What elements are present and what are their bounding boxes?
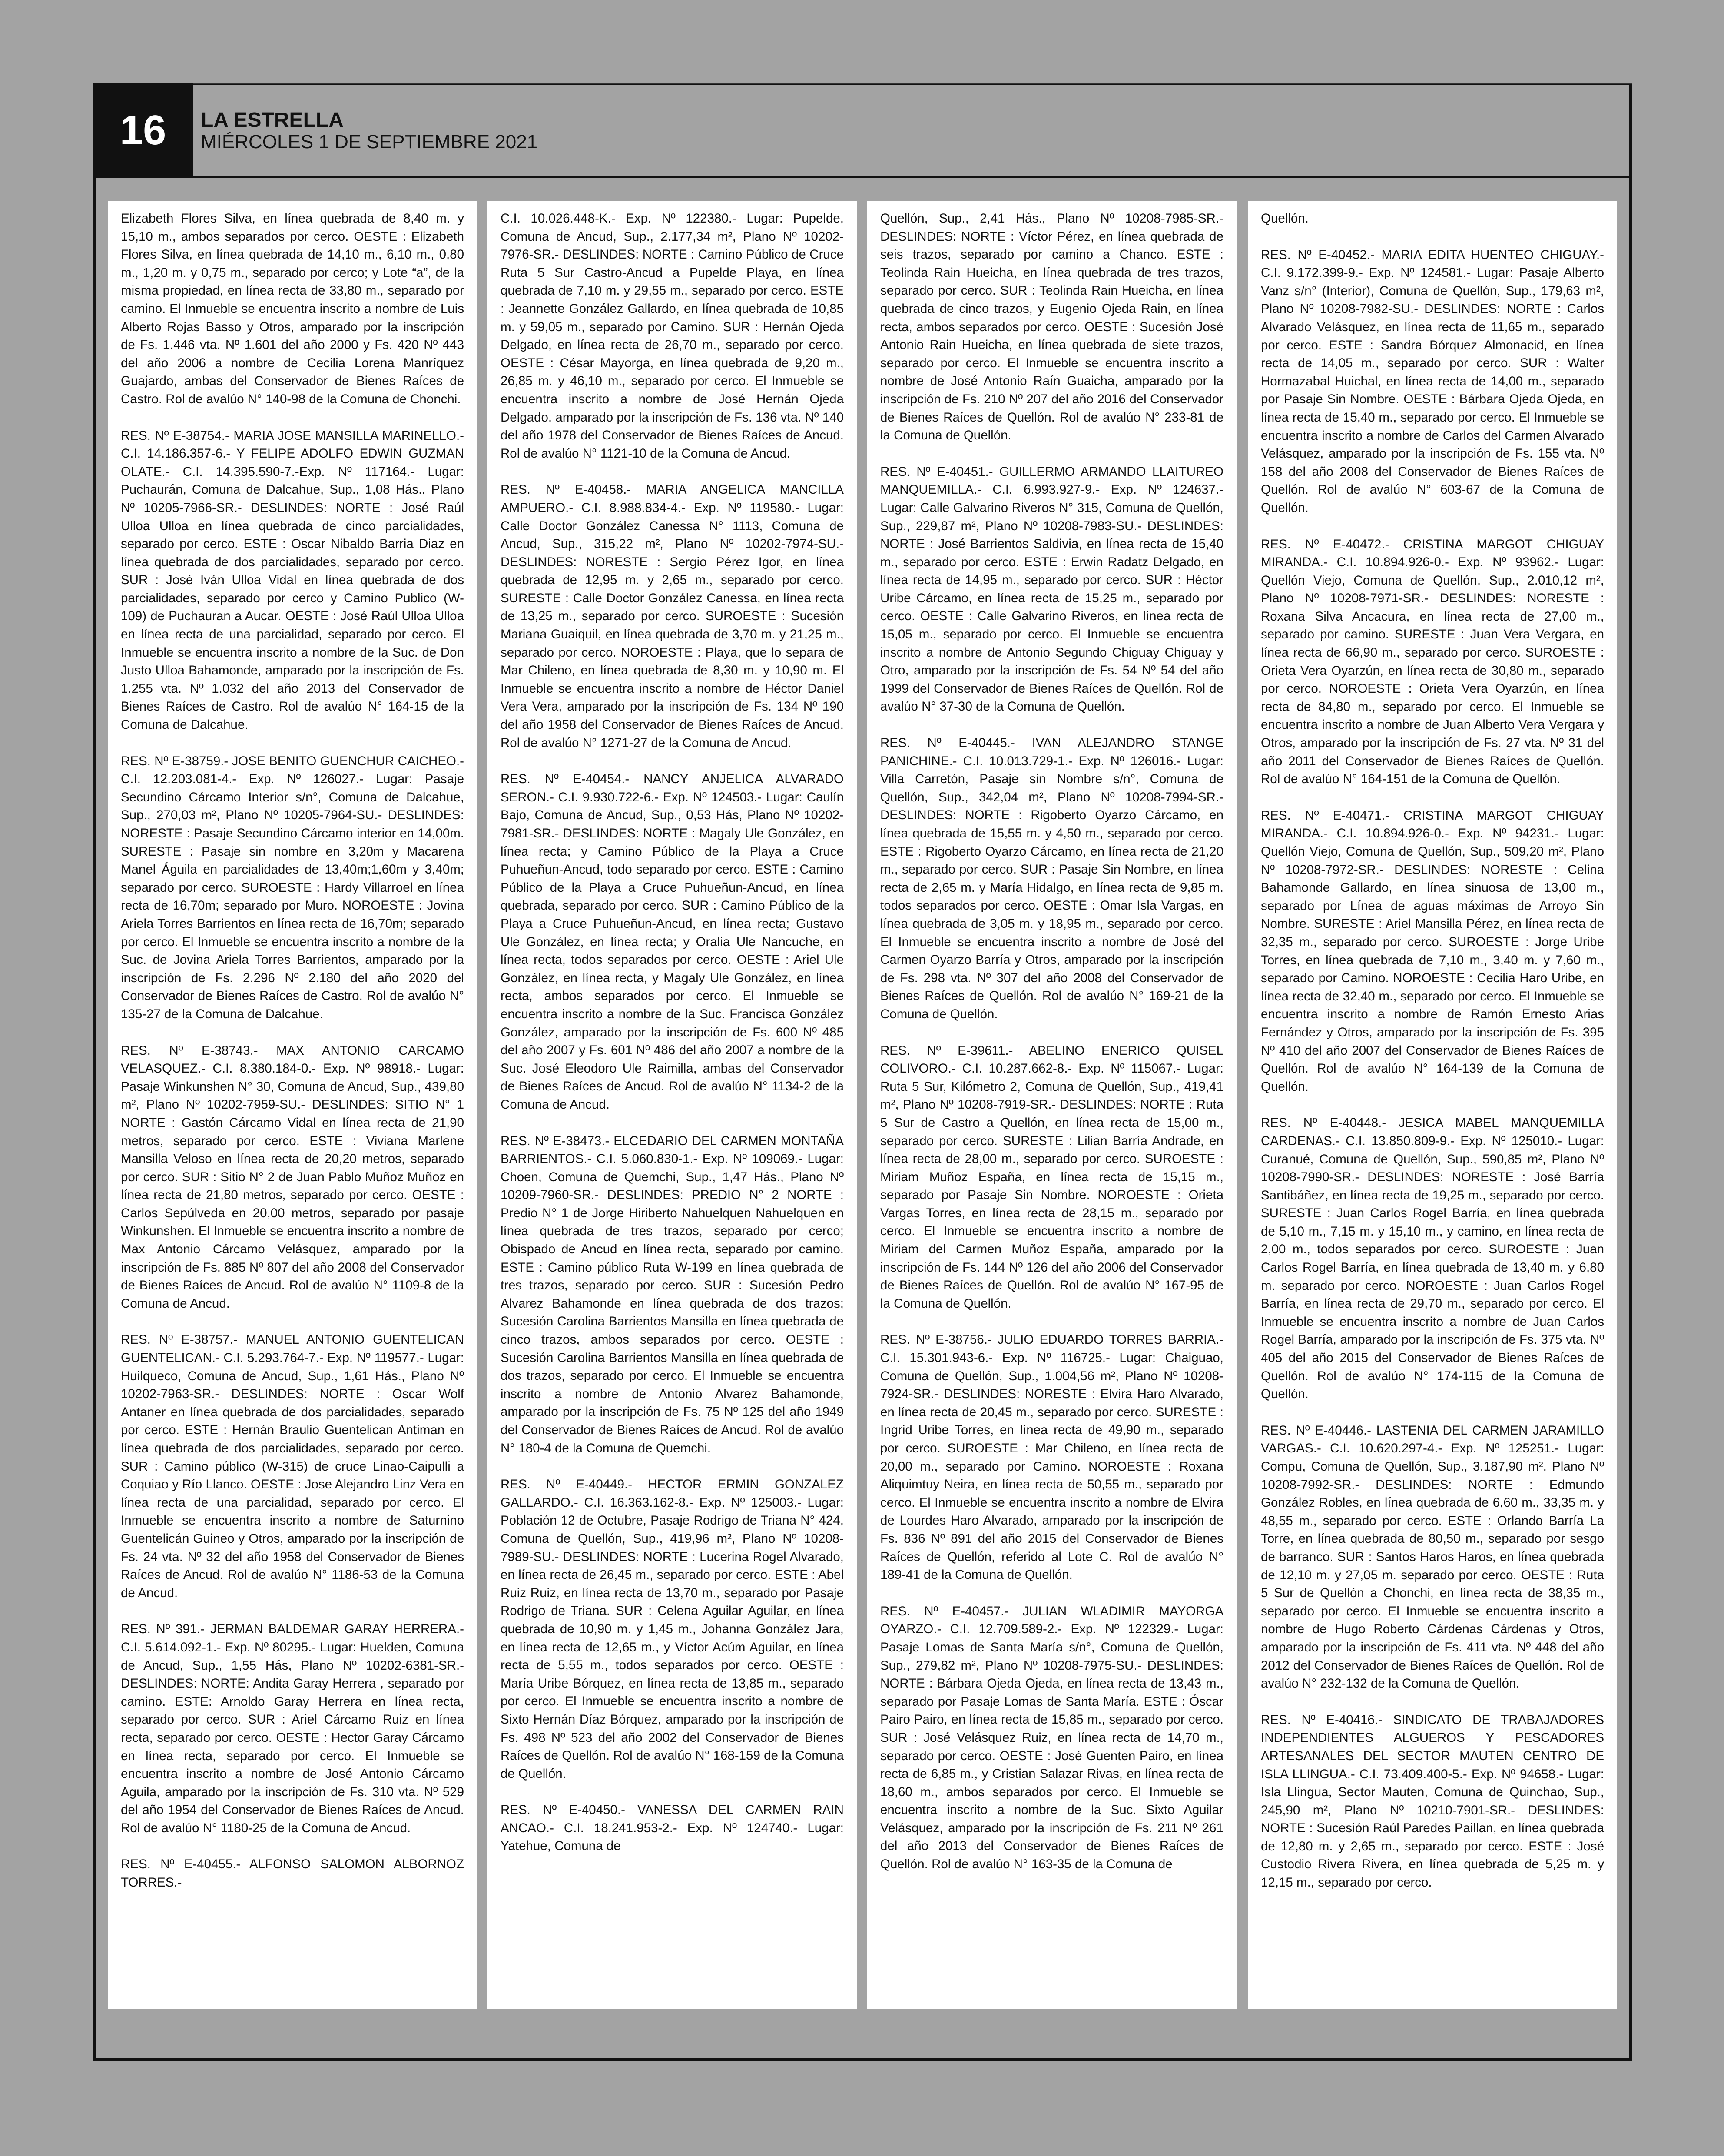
legal-notice: RES. Nº 391.- JERMAN BALDEMAR GARAY HERRERA.- C.I. 5.614.092-1.- Exp. Nº 80295.- Lugar: Huelden, Comuna de Ancud, Sup., 1,55 Hás, Plano Nº 10202-6381-SR.- DESLINDES: NORTE: Andita Garay Herrera , separado por camino. ESTE: Arnoldo Garay Herrera en línea recta, separado por cerco. SUR : Ariel Cárcamo Ruiz en línea recta, separado por cerco. OESTE : Hector Garay Cárcamo en línea recta, separado por cerco. El Inmueble se encuentra inscrito a nombre de José Antonio Cárcamo Aguila, amparado por la inscripción de Fs. 310 vta. Nº 529 del año 1954 del Conservador de Bienes Raíces de Ancud. Rol de avalúo N° 1180-25 de la Comuna de Ancud. — [121, 1622, 464, 1835]
masthead — [201, 110, 537, 153]
legal-notice: RES. Nº E-40451.- GUILLERMO ARMANDO LLAITUREO MANQUEMILLA.- C.I. 6.993.927-9.- Exp. Nº 124637.- Lugar: Calle Galvarino Riveros N° 315, Comuna de Quellón, Sup., 229,87 m², Plano Nº 10208-7983-SU.- DESLINDES: NORTE : José Barrientos Saldivia, en línea recta de 15,40 m., separado por cerco. ESTE : Erwin Radatz Delgado, en línea recta de 14,95 m., separado por cerco. SUR : Héctor Uribe Cárcamo, en línea recta de 15,25 m., separado por cerco. OESTE : Calle Galvarino Riveros, en línea recta de 15,05 m., separado por cerco. El Inmueble se encuentra inscrito a nombre de Antonio Segundo Chiguay Chiguay y Otro, amparado por la inscripción de Fs. 54 Nº 54 del año 1999 del Conservador de Bienes Raíces de Quellón. Rol de avalúo N° 37-30 de la Comuna de Quellón. — [880, 464, 1223, 714]
legal-notice: RES. Nº E-40471.- CRISTINA MARGOT CHIGUAY MIRANDA.- C.I. 10.894.926-0.- Exp. Nº 94231.- Lugar: Quellón Viejo, Comuna de Quellón, Sup., 509,20 m², Plano Nº 10208-7972-SR.- DESLINDES: NORESTE : Celina Bahamonde Gallardo, en línea sinuosa de 13,00 m., separado por Línea de aguas máximas de Arroyo Sin Nombre. SURESTE : Ariel Mansilla Pérez, en línea recta de 32,35 m., separado por cerco. SUROESTE : Jorge Uribe Torres, en línea quebrada de 7,10 m., 3,40 m. y 7,60 m., separado por Camino. NOROESTE : Cecilia Haro Uribe, en línea recta de 32,40 m., separado por cerco. El Inmueble se encuentra inscrito a nombre de Ramón Ernesto Arias Fernández y Otros, amparado por la inscripción de Fs. 395 Nº 410 del año 2007 del Conservador de Bienes Raíces de Quellón. Rol de avalúo N° 164-139 de la Comuna de Quellón. — [1261, 808, 1604, 1094]
issue-date: MIÉRCOLES 1 DE SEPTIEMBRE 2021 — [201, 131, 538, 153]
legal-notice: RES. Nº E-40445.- IVAN ALEJANDRO STANGE PANICHINE.- C.I. 10.013.729-1.- Exp. Nº 126016.- Lugar: Villa Carretón, Pasaje sin Nombre s/n°, Comuna de Quellón, Sup., 342,04 m², Plano Nº 10208-7994-SR.- DESLINDES: NORTE : Rigoberto Oyarzo Cárcamo, en línea quebrada de 15,55 m. y 4,50 m., separado por cerco. ESTE : Rigoberto Oyarzo Cárcamo, en línea recta de 21,20 m., separado por cerco. SUR : Pasaje Sin Nombre, en línea recta de 2,65 m. y María Hidalgo, en línea recta de 9,85 m. todos separados por cerco. OESTE : Omar Isla Vargas, en línea quebrada de 3,05 m. y 18,95 m., separado por cerco. El Inmueble se encuentra inscrito a nombre de José del Carmen Oyarzo Barría y Otros, amparado por la inscripción de Fs. 298 vta. Nº 307 del año 2008 del Conservador de Bienes Raíces de Quellón. Rol de avalúo N° 169-21 de la Comuna de Quellón. — [880, 736, 1223, 1021]
legal-notice: RES. Nº E-40454.- NANCY ANJELICA ALVARADO SERON.- C.I. 9.930.722-6.- Exp. Nº 124503.- Lugar: Caulín Bajo, Comuna de Ancud, Sup., 0,53 Hás, Plano Nº 10202-7981-SR.- DESLINDES: NORTE : Magaly Ule González, en línea recta; y Camino Público de la Playa a Cruce Puhueñun-Ancud, todo separado por cerco. ESTE : Camino Público de la Playa a Cruce Puhueñun-Ancud, en línea quebrada, separado por cerco. SUR : Camino Público de la Playa a Cruce Puhueñun-Ancud, en línea recta; Gustavo Ule González, en línea recta; y Oralia Ule Nancuche, en línea recta, todos separados por cerco. OESTE : Ariel Ule González, en línea recta, y Magaly Ule González, en línea recta, ambos separados por cerco. El Inmueble se encuentra inscrito a nombre de la Suc. Francisca González González, amparado por la inscripción de Fs. 600 Nº 485 del año 2007 y Fs. 601 Nº 486 del año 2007 a nombre de la Suc. José Eleodoro Ule Raimilla, ambas del Conservador de Bienes Raíces de Ancud. Rol de avalúo N° 1134-2 de la Comuna de Ancud. — [501, 772, 844, 1112]
paper-name: LA ESTRELLA — [201, 109, 344, 132]
column-3 — [867, 201, 1237, 2009]
top-rule — [93, 83, 1632, 84]
legal-notice: C.I. 10.026.448-K.- Exp. Nº 122380.- Lugar: Pupelde, Comuna de Ancud, Sup., 2.177,34 m², Plano Nº 10202-7976-SR.- DESLINDES: NORTE : Camino Público de Cruce Ruta 5 Sur Castro-Ancud a Pupelde Playa, en línea quebrada de 7,10 m. y 29,55 m., separado por cerco. ESTE : Jeannette González Gallardo, en línea quebrada de 10,85 m. y 59,05 m., separado por Camino. SUR : Hernán Ojeda Delgado, en línea recta de 26,70 m., separado por cerco. OESTE : César Mayorga, en línea quebrada de 9,20 m., 26,85 m. y 46,10 m., separado por cerco. El Inmueble se encuentra inscrito a nombre de José Hernán Ojeda Delgado, amparado por la inscripción de Fs. 136 vta. Nº 140 del año 1978 del Conservador de Bienes Raíces de Ancud. Rol de avalúo N° 1121-10 de la Comuna de Ancud. — [501, 211, 844, 461]
legal-notice: RES. Nº E-38759.- JOSE BENITO GUENCHUR CAICHEO.- C.I. 12.203.081-4.- Exp. Nº 126027.- Lugar: Pasaje Secundino Cárcamo Interior s/n°, Comuna de Dalcahue, Sup., 270,03 m², Plano Nº 10205-7964-SU.- DESLINDES: NORESTE : Pasaje Secundino Cárcamo interior en 14,00m. SURESTE : Pasaje sin nombre en 3,20m y Macarena Manel Águila en parcialidades de 13,40m;1,60m y 3,40m; separado por cerco. SUROESTE : Hardy Villarroel en línea recta de 16,70m; separado por Muro. NOROESTE : Jovina Ariela Torres Barrientos en línea recta de 16,70m; separado por cerco. El Inmueble se encuentra inscrito a nombre de la Suc. de Jovina Ariela Torres Barrientos, amparado por la inscripción de Fs. 2.296 Nº 2.180 del año 2020 del Conservador de Bienes Raíces de Castro. Rol de avalúo N° 135-27 de la Comuna de Dalcahue. — [121, 754, 464, 1021]
legal-notice: RES. Nº E-40458.- MARIA ANGELICA MANCILLA AMPUERO.- C.I. 8.988.834-4.- Exp. Nº 119580.- Lugar: Calle Doctor González Canessa N° 1113, Comuna de Ancud, Sup., 315,22 m², Plano Nº 10202-7974-SU.- DESLINDES: NORESTE : Sergio Pérez Igor, en línea quebrada de 12,95 m. y 2,65 m., separado por cerco. SURESTE : Calle Doctor González Canessa, en línea recta de 13,25 m., separado por cerco. SUROESTE : Sucesión Mariana Guaiquil, en línea quebrada de 3,70 m. y 21,25 m., separado por cerco. NOROESTE : Playa, que lo separa de Mar Chileno, en línea quebrada de 8,30 m. y 10,90 m. El Inmueble se encuentra inscrito a nombre de Héctor Daniel Vera Vera, amparado por la inscripción de Fs. 134 Nº 190 del año 1958 del Conservador de Bienes Raíces de Ancud. Rol de avalúo N° 1271-27 de la Comuna de Ancud. — [501, 482, 844, 750]
legal-notice: Elizabeth Flores Silva, en línea quebrada de 8,40 m. y 15,10 m., ambos separados por cerco. OESTE : Elizabeth Flores Silva, en línea quebrada de 14,10 m., 6,10 m., 0,80 m., 1,20 m. y 0,75 m., separado por cerco; y Lote “a”, de la misma propiedad, en línea recta de 33,80 m., separado por camino. El Inmueble se encuentra inscrito a nombre de Luis Alberto Rojas Basso y Otros, amparado por la inscripción de Fs. 1.446 vta. Nº 1.601 del año 2000 y Fs. 420 Nº 443 del año 2006 a nombre de Cecilia Lorena Manríquez Guajardo, ambas del Conservador de Bienes Raíces de Castro. Rol de avalúo N° 140-98 de la Comuna de Chonchi. — [121, 211, 464, 406]
legal-notice: RES. Nº E-40449.- HECTOR ERMIN GONZALEZ GALLARDO.- C.I. 16.363.162-8.- Exp. Nº 125003.- Lugar: Población 12 de Octubre, Pasaje Rodrigo de Triana N° 424, Comuna de Quellón, Sup., 419,96 m², Plano Nº 10208-7989-SU.- DESLINDES: NORTE : Lucerina Rogel Alvarado, en línea recta de 26,45 m., separado por cerco. ESTE : Abel Ruiz Ruiz, en línea recta de 13,70 m., separado por Pasaje Rodrigo de Triana. SUR : Celena Aguilar Aguilar, en línea quebrada de 10,90 m. y 1,45 m., Johanna González Jara, en línea recta de 12,65 m., y Víctor Acúm Aguilar, en línea recta de 5,55 m., todos separados por cerco. OESTE : María Uribe Bórquez, en línea recta de 13,85 m., separado por cerco. El Inmueble se encuentra inscrito a nombre de Sixto Hernán Díaz Bórquez, amparado por la inscripción de Fs. 498 Nº 523 del año 2002 del Conservador de Bienes Raíces de Quellón. Rol de avalúo N° 168-159 de la Comuna de Quellón. — [501, 1477, 844, 1781]
legal-notice: RES. Nº E-38473.- ELCEDARIO DEL CARMEN MONTAÑA BARRIENTOS.- C.I. 5.060.830-1.- Exp. Nº 109069.- Lugar: Choen, Comuna de Quemchi, Sup., 1,47 Hás., Plano Nº 10209-7960-SR.- DESLINDES: PREDIO N° 2 NORTE : Predio N° 1 de Jorge Hiriberto Nahuelquen Nahuelquen en línea quebrada de tres trazos, separado por cerco; Obispado de Ancud en línea recta, separado por camino. ESTE : Camino público Ruta W-199 en línea quebrada de tres trazos, separado por cerco. SUR : Sucesión Pedro Alvarez Bahamonde en línea quebrada de dos trazos; Sucesión Carolina Barrientos Mansilla en línea quebrada de cinco trazos, ambos separados por cerco. OESTE : Sucesión Carolina Barrientos Mansilla en línea quebrada de dos trazos, separado por cerco. El Inmueble se encuentra inscrito a nombre de Antonio Alvarez Bahamonde, amparado por la inscripción de Fs. 75 Nº 125 del año 1949 del Conservador de Bienes Raíces de Ancud. Rol de avalúo N° 180-4 de la Comuna de Quemchi. — [501, 1133, 844, 1455]
legal-notice: RES. Nº E-40452.- MARIA EDITA HUENTEO CHIGUAY.- C.I. 9.172.399-9.- Exp. Nº 124581.- Lugar: Pasaje Alberto Vanz s/n° (Interior), Comuna de Quellón, Sup., 179,63 m², Plano Nº 10208-7982-SU.- DESLINDES: NORTE : Carlos Alvarado Velásquez, en línea recta de 11,65 m., separado por cerco. ESTE : Sandra Bórquez Almonacid, en línea recta de 14,05 m., separado por cerco. SUR : Walter Hormazabal Huichal, en línea recta de 14,00 m., separado por Pasaje Sin Nombre. OESTE : Bárbara Ojeda Ojeda, en línea recta de 15,40 m., separado por cerco. El Inmueble se encuentra inscrito a nombre de Carlos del Carmen Alvarado Velásquez, amparado por la inscripción de Fs. 155 vta. Nº 158 del año 2008 del Conservador de Bienes Raíces de Quellón. Rol de avalúo N° 603-67 de la Comuna de Quellón. — [1261, 247, 1604, 515]
legal-notice: RES. Nº E-40455.- ALFONSO SALOMON ALBORNOZ TORRES.- — [121, 1857, 464, 1890]
legal-notice: RES. Nº E-40416.- SINDICATO DE TRABAJADORES INDEPENDIENTES ALGUEROS Y PESCADORES ARTESANALES DEL SECTOR MAUTEN CENTRO DE ISLA LLINGUA.- C.I. 73.409.400-5.- Exp. Nº 94658.- Lugar: Isla Llingua, Sector Mauten, Comuna de Quinchao, Sup., 245,90 m², Plano Nº 10210-7901-SR.- DESLINDES: NORTE : Sucesión Raúl Paredes Paillan, en línea quebrada de 12,80 m. y 2,65 m., separado por cerco. ESTE : José Custodio Rivera Rivera, en línea quebrada de 5,25 m. y 12,15 m., separado por cerco. — [1261, 1712, 1604, 1890]
legal-notice: RES. Nº E-40457.- JULIAN WLADIMIR MAYORGA OYARZO.- C.I. 12.709.589-2.- Exp. Nº 122329.- Lugar: Pasaje Lomas de Santa María s/n°, Comuna de Quellón, Sup., 279,82 m², Plano Nº 10208-7975-SU.- DESLINDES: NORTE : Bárbara Ojeda Ojeda, en línea recta de 13,43 m., separado por Pasaje Lomas de Santa María. ESTE : Óscar Pairo Pairo, en línea recta de 15,85 m., separado por cerco. SUR : José Velásquez Ruiz, en línea recta de 14,70 m., separado por cerco. OESTE : José Guenten Pairo, en línea recta de 6,85 m., y Cristian Salazar Rivas, en línea recta de 18,60 m., ambos separados por cerco. El Inmueble se encuentra inscrito a nombre de la Suc. Sixto Aguilar Velásquez, amparado por la inscripción de Fs. 211 Nº 261 del año 2013 del Conservador de Bienes Raíces de Quellón. Rol de avalúo N° 163-35 de la Comuna de — [880, 1604, 1223, 1872]
legal-notice: Quellón, Sup., 2,41 Hás., Plano Nº 10208-7985-SR.- DESLINDES: NORTE : Víctor Pérez, en línea quebrada de seis trazos, separado por camino a Chanco. ESTE : Teolinda Rain Hueicha, en línea quebrada de tres trazos, separado por cerco. SUR : Teolinda Rain Hueicha, en línea quebrada de cinco trazos, y Eugenio Ojeda Rain, en línea recta, ambos separados por cerco. OESTE : Sucesión José Antonio Rain Hueicha, en línea quebrada de siete trazos, separado por cerco. El Inmueble se encuentra inscrito a nombre de José Antonio Raín Guaicha, amparado por la inscripción de Fs. 210 Nº 207 del año 2016 del Conservador de Bienes Raíces de Quellón. Rol de avalúo N° 233-81 de la Comuna de Quellón. — [880, 211, 1223, 443]
header-rule — [193, 176, 1632, 178]
column-2 — [487, 201, 857, 2009]
legal-notice: RES. Nº E-40446.- LASTENIA DEL CARMEN JARAMILLO VARGAS.- C.I. 10.620.297-4.- Exp. Nº 125251.- Lugar: Compu, Comuna de Quellón, Sup., 3.187,90 m², Plano Nº 10208-7992-SR.- DESLINDES: NORTE : Edmundo González Robles, en línea quebrada de 6,60 m., 33,35 m. y 48,55 m., separado por cerco. ESTE : Orlando Barría La Torre, en línea quebrada de 80,50 m., separado por sesgo de barranco. SUR : Santos Haros Haros, en línea quebrada de 12,10 m. y 27,05 m. separado por cerco. OESTE : Ruta 5 Sur de Quellón a Chonchi, en línea recta de 38,35 m., separado por cerco. El Inmueble se encuentra inscrito a nombre de Hugo Roberto Cárdenas Cárdenas y Otros, amparado por la inscripción de Fs. 411 vta. Nº 448 del año 2012 del Conservador de Bienes Raíces de Quellón. Rol de avalúo N° 232-132 de la Comuna de Quellón. — [1261, 1423, 1604, 1691]
legal-notice: RES. Nº E-40448.- JESICA MABEL MANQUEMILLA CARDENAS.- C.I. 13.850.809-9.- Exp. Nº 125010.- Lugar: Curanué, Comuna de Quellón, Sup., 590,85 m², Plano Nº 10208-7990-SR.- DESLINDES: NORESTE : José Barría Santibáñez, en línea recta de 19,25 m., separado por cerco. SURESTE : Juan Carlos Rogel Barría, en línea quebrada de 5,10 m., 7,15 m. y 15,10 m., y camino, en línea recta de 2,00 m., todos separados por cerco. SUROESTE : Juan Carlos Rogel Barría, en línea quebrada de 13,40 m. y 6,80 m. separado por cerco. NOROESTE : Juan Carlos Rogel Barría, en línea recta de 29,70 m., separado por cerco. El Inmueble se encuentra inscrito a nombre de Juan Carlos Rogel Barría, amparado por la inscripción de Fs. 375 vta. Nº 405 del año 2015 del Conservador de Bienes Raíces de Quellón. Rol de avalúo N° 174-115 de la Comuna de Quellón. — [1261, 1116, 1604, 1402]
legal-notice: RES. Nº E-40450.- VANESSA DEL CARMEN RAIN ANCAO.- C.I. 18.241.953-2.- Exp. Nº 124740.- Lugar: Yatehue, Comuna de — [501, 1803, 844, 1854]
column-4 — [1248, 201, 1617, 2009]
page-number: 16 — [93, 83, 193, 178]
legal-notice: RES. Nº E-38757.- MANUEL ANTONIO GUENTELICAN GUENTELICAN.- C.I. 5.293.764-7.- Exp. Nº 119577.- Lugar: Huilqueco, Comuna de Ancud, Sup., 1,61 Hás., Plano Nº 10202-7963-SR.- DESLINDES: NORTE : Oscar Wolf Antaner en línea quebrada de dos parcialidades, separado por cerco. ESTE : Hernán Braulio Guentelican Antiman en línea quebrada de dos parcialidades, separado por cerco. SUR : Camino público (W-315) de cruce Linao-Caipulli a Coquiao y Río Llanco. OESTE : Jose Alejandro Linz Vera en línea recta de una parcialidad, separado por cerco. El Inmueble se encuentra inscrito a nombre de Saturnino Guentelicán Guineo y Otros, amparado por la inscripción de Fs. 24 vta. Nº 32 del año 1958 del Conservador de Bienes Raíces de Ancud. Rol de avalúo N° 1186-53 de la Comuna de Ancud. — [121, 1332, 464, 1600]
legal-notice: RES. Nº E-38754.- MARIA JOSE MANSILLA MARINELLO.- C.I. 14.186.357-6.- Y FELIPE ADOLFO EDWIN GUZMAN OLATE.- C.I. 14.395.590-7.-Exp. Nº 117164.- Lugar: Puchaurán, Comuna de Dalcahue, Sup., 1,08 Hás., Plano Nº 10205-7966-SR.- DESLINDES: NORTE : José Raúl Ulloa Ulloa en línea quebrada de cinco parcialidades, separado por cerco. ESTE : Oscar Nibaldo Barria Diaz en línea quebrada de dos parcialidades, separado por cerco. SUR : José Iván Ulloa Vidal en línea quebrada de dos parcialidades, separado por cerco y Camino Publico (W-109) de Puchauran a Aucar. OESTE : José Raúl Ulloa Ulloa en línea recta de una parcialidad, separado por cerco. El Inmueble se encuentra inscrito a nombre de la Suc. de Don Justo Ulloa Bahamonde, amparado por la inscripción de Fs. 1.255 vta. Nº 1.032 del año 2013 del Conservador de Bienes Raíces de Castro. Rol de avalúo N° 164-15 de la Comuna de Dalcahue. — [121, 428, 464, 732]
legal-notice: RES. Nº E-38756.- JULIO EDUARDO TORRES BARRIA.- C.I. 15.301.943-6.- Exp. Nº 116725.- Lugar: Chaiguao, Comuna de Quellón, Sup., 1.004,56 m², Plano Nº 10208-7924-SR.- DESLINDES: NORESTE : Elvira Haro Alvarado, en línea recta de 20,45 m., separado por cerco. SURESTE : Ingrid Uribe Torres, en línea recta de 49,90 m., separado por cerco. SUROESTE : Mar Chileno, en línea recta de 20,00 m., separado por Camino. NOROESTE : Roxana Aliquimtuy Neira, en línea recta de 50,55 m., separado por cerco. El Inmueble se encuentra inscrito a nombre de Elvira de Lourdes Haro Alvarado, amparado por la inscripción de Fs. 836 Nº 891 del año 2015 del Conservador de Bienes Raíces de Quellón, referido al Lote C. Rol de avalúo N° 189-41 de la Comuna de Quellón. — [880, 1332, 1223, 1582]
legal-notice: RES. Nº E-38743.- MAX ANTONIO CARCAMO VELASQUEZ.- C.I. 8.380.184-0.- Exp. Nº 98918.- Lugar: Pasaje Winkunshen N° 30, Comuna de Ancud, Sup., 439,80 m², Plano Nº 10202-7959-SU.- DESLINDES: SITIO N° 1 NORTE : Gastón Cárcamo Vidal en línea recta de 21,90 metros, separado por cerco. ESTE : Viviana Marlene Mansilla Veloso en línea recta de 20,20 metros, separado por cerco. SUR : Sitio N° 2 de Juan Pablo Muñoz Muñoz en línea recta de 21,80 metros, separado por cerco. OESTE : Carlos Sepúlveda en 20,00 metros, separado por pasaje Winkunshen. El Inmueble se encuentra inscrito a nombre de Max Antonio Cárcamo Velásquez, amparado por la inscripción de Fs. 885 Nº 807 del año 2008 del Conservador de Bienes Raíces de Ancud. Rol de avalúo N° 1109-8 de la Comuna de Ancud. — [121, 1043, 464, 1311]
legal-notice: Quellón. — [1261, 211, 1309, 226]
legal-notice: RES. Nº E-40472.- CRISTINA MARGOT CHIGUAY MIRANDA.- C.I. 10.894.926-0.- Exp. Nº 93962.- Lugar: Quellón Viejo, Comuna de Quellón, Sup., 2.010,12 m², Plano Nº 10208-7971-SR.- DESLINDES: NORESTE : Roxana Silva Ancacura, en línea recta de 27,00 m., separado por camino. SURESTE : Juan Vera Vergara, en línea recta de 66,90 m., separado por cerco. SUROESTE : Orieta Vera Oyarzún, en línea recta de 30,80 m., separado por cerco. NOROESTE : Orieta Vera Oyarzún, en línea recta de 84,80 m., separado por cerco. El Inmueble se encuentra inscrito a nombre de Juan Alberto Vera Vergara y Otros, amparado por la inscripción de Fs. 27 vta. Nº 31 del año 2011 del Conservador de Bienes Raíces de Quellón. Rol de avalúo N° 164-151 de la Comuna de Quellón. — [1261, 537, 1604, 787]
column-1 — [108, 201, 477, 2009]
legal-notice: RES. Nº E-39611.- ABELINO ENERICO QUISEL COLIVORO.- C.I. 10.287.662-8.- Exp. Nº 115067.- Lugar: Ruta 5 Sur, Kilómetro 2, Comuna de Quellón, Sup., 419,41 m², Plano Nº 10208-7919-SR.- DESLINDES: NORTE : Ruta 5 Sur de Castro a Quellón, en línea recta de 15,00 m., separado por cerco. SURESTE : Lilian Barría Andrade, en línea recta de 28,00 m., separado por cerco. SUROESTE : Miriam Muñoz España, en línea recta de 15,15 m., separado por Pasaje Sin Nombre. NOROESTE : Orieta Vargas Torres, en línea recta de 28,15 m., separado por cerco. El Inmueble se encuentra inscrito a nombre de Miriam del Carmen Muñoz España, amparado por la inscripción de Fs. 144 Nº 126 del año 2006 del Conservador de Bienes Raíces de Quellón. Rol de avalúo N° 167-95 de la Comuna de Quellón. — [880, 1043, 1223, 1311]
